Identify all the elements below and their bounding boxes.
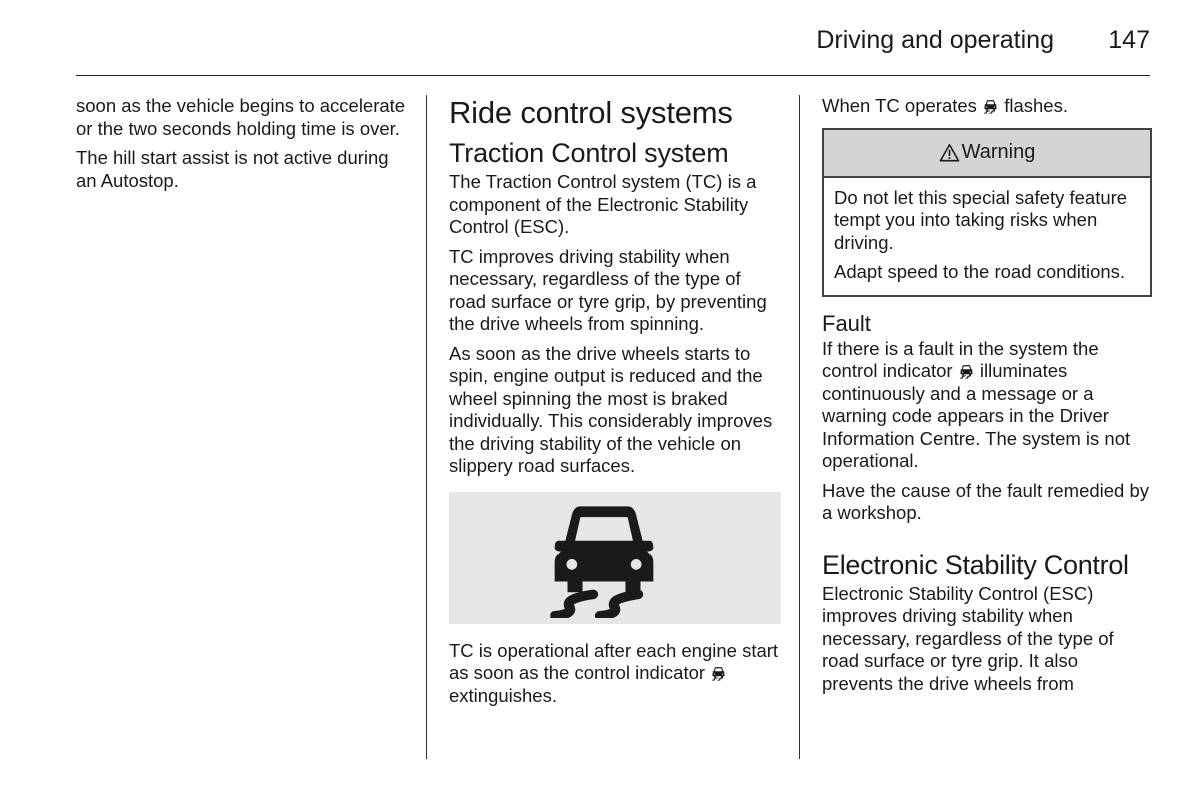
paragraph [449, 640, 781, 708]
chapter-heading: Ride control systems [449, 95, 733, 130]
text-run: extinguishes. [449, 684, 557, 706]
paragraph: The hill start assist is not active during an Autostop. [76, 147, 389, 191]
text-run: When TC operates [822, 95, 977, 116]
paragraph [822, 338, 1152, 473]
page-header [76, 24, 1150, 76]
warning-body [824, 178, 1150, 295]
text-run: illuminates continuously and a message or a warning code appears in the Driver Information Centre. The system is not operational. [822, 360, 1131, 471]
traction-control-indicator-icon [984, 99, 997, 114]
paragraph: soon as the vehicle begins to accelerate or the two seconds holding time is over. [76, 95, 406, 139]
section-heading: Electronic Stability Control [822, 549, 1129, 580]
traction-control-indicator-icon [712, 666, 725, 681]
subsection-heading: Fault [822, 310, 871, 336]
paragraph: The Traction Control system (TC) is a component of the Electronic Stability Control (ESC). [449, 171, 757, 237]
paragraph: Adapt speed to the road conditions. [834, 261, 1126, 282]
text-run: TC is operational after each engine start as soon as the control indicator [449, 639, 779, 683]
paragraph: As soon as the drive wheels starts to spin, engine output is reduced and the wheel spinning the most is braked individually. This considerably improves the driving stability of the vehicle on slippery road surfaces. [449, 342, 773, 476]
page-number: 147 [1108, 26, 1150, 54]
warning-triangle-icon [939, 143, 960, 162]
section-heading: Traction Control system [449, 138, 729, 168]
column-divider [426, 95, 427, 759]
traction-control-icon [549, 500, 659, 618]
paragraph: TC improves driving stability when necessary, regardless of the type of road surface or tyre grip, by preventing the drive wheels from spinning. [449, 245, 767, 334]
header-divider [76, 75, 1150, 76]
column-left [76, 95, 408, 199]
paragraph: Do not let this special safety feature tempt you into taking risks when driving. [834, 186, 1128, 253]
column-right [822, 95, 1152, 702]
warning-title: Warning [961, 141, 1036, 164]
text-run: If there is a fault in the system the control indicator [822, 337, 1099, 381]
text-run: flashes. [1004, 95, 1068, 116]
warning-box [822, 128, 1152, 297]
warning-header [824, 130, 1150, 178]
paragraph: Electronic Stability Control (ESC) improves driving stability when necessary, regardless of the type of road surface or tyre grip. It also prevents the drive wheels from [822, 582, 1114, 694]
paragraph [822, 95, 1152, 118]
traction-control-figure [449, 492, 781, 624]
paragraph: Have the cause of the fault remedied by a workshop. [822, 479, 1150, 523]
section-title: Driving and operating [816, 26, 1054, 54]
column-divider [799, 95, 800, 759]
traction-control-indicator-icon [960, 364, 973, 379]
column-middle [449, 95, 781, 714]
